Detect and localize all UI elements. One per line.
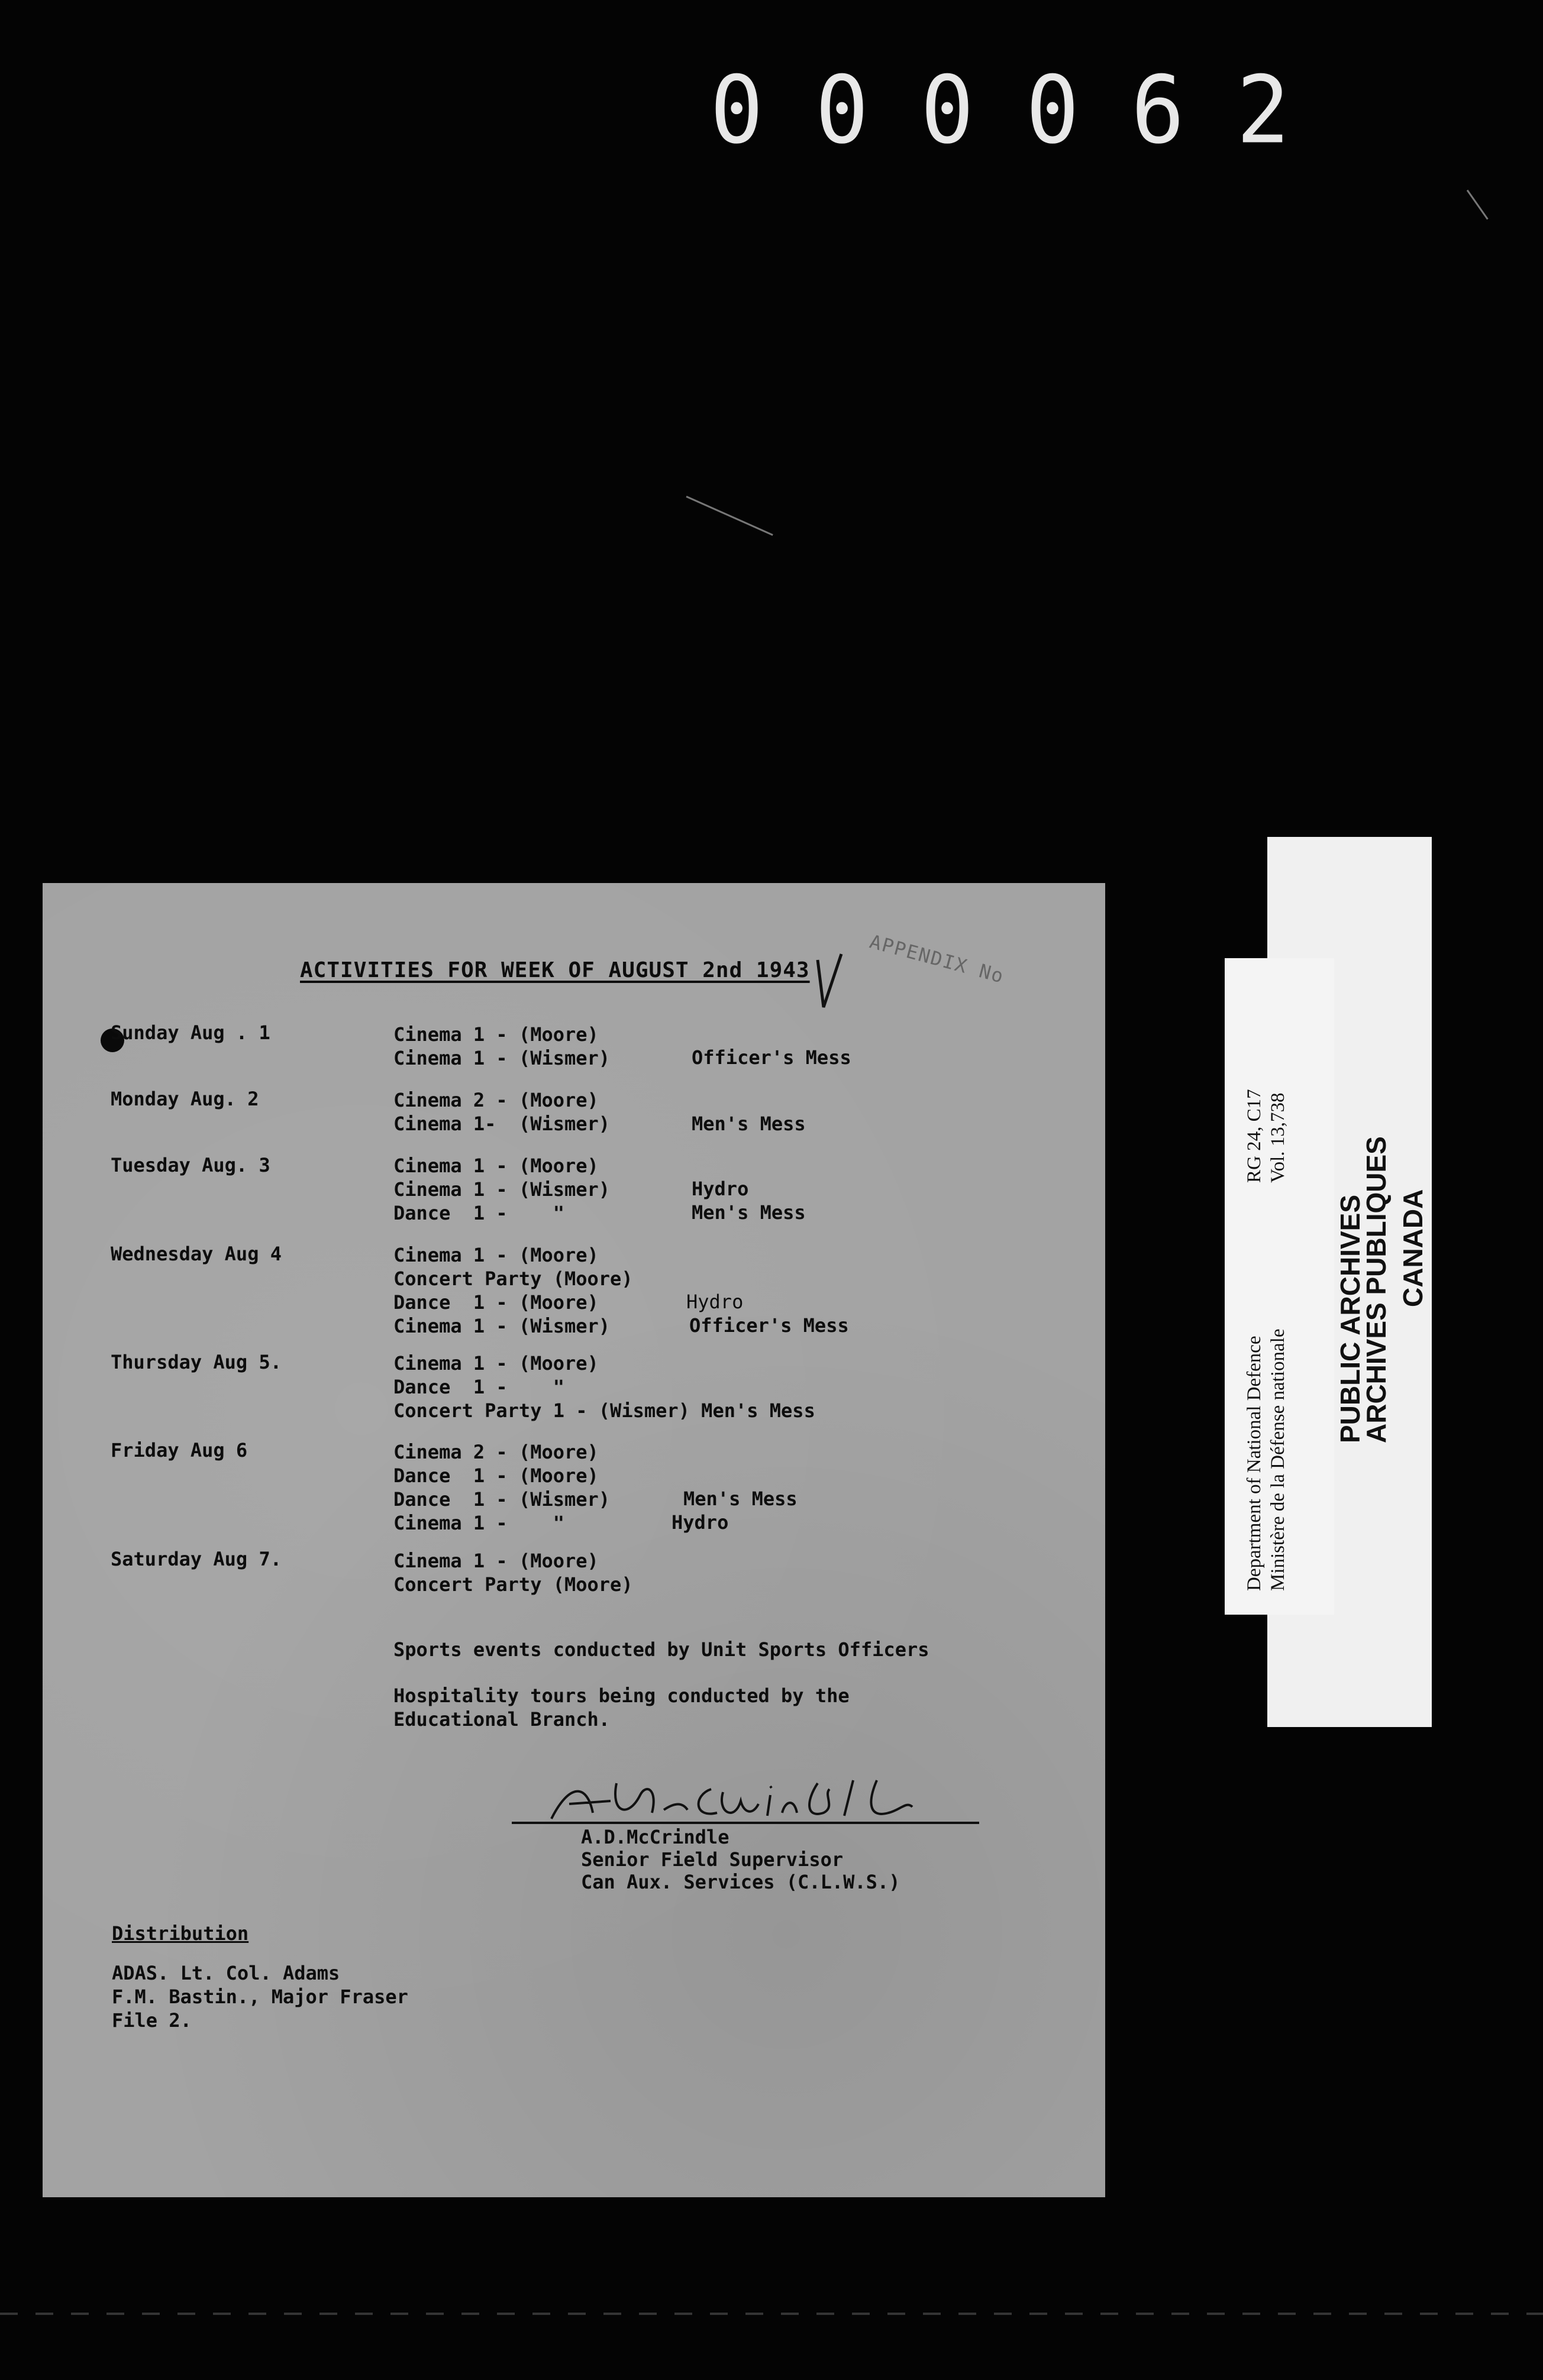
archive-reference: RG 24, C17 Vol. 13,738 (1244, 1089, 1289, 1183)
frame-digit: 0 (1025, 56, 1080, 165)
activity-location: Officer's Mess (689, 1314, 849, 1337)
frame-number (710, 57, 1290, 165)
activity-line: Cinema 1 - (Wismer) (393, 1047, 611, 1069)
archive-name: PUBLIC ARCHIVES ARCHIVES PUBLIQUES (1335, 1136, 1392, 1443)
day-label: Monday Aug. 2 (111, 1088, 259, 1110)
checkmark-mark (812, 948, 847, 1013)
activity-location: Officer's Mess (692, 1046, 851, 1069)
hospitality-note: Hospitality tours being conducted by the Educational Branch. (393, 1684, 850, 1731)
film-edge-noise (0, 2313, 1543, 2315)
distribution-list: ADAS. Lt. Col. Adams F.M. Bastin., Major Fraser File 2. (112, 1962, 408, 2032)
activity-line: Concert Party 1 - (Wismer) Men's Mess (393, 1399, 815, 1422)
handwritten-signature (545, 1777, 924, 1825)
day-label: Sunday Aug . 1 (111, 1021, 270, 1044)
activity-location: Men's Mess (692, 1113, 806, 1135)
activity-location: Men's Mess (683, 1487, 798, 1510)
frame-digit: 2 (1236, 56, 1290, 165)
activity-line: Cinema 1 - (Moore) (393, 1352, 599, 1375)
activity-line: Dance 1 - (Wismer) (393, 1488, 611, 1511)
activity-line: Cinema 1 - (Wismer) (393, 1315, 611, 1337)
frame-digit: 0 (920, 56, 974, 165)
activity-line: Cinema 1 - (Moore) (393, 1244, 599, 1266)
activity-line: Cinema 1 - (Moore) (393, 1550, 599, 1572)
signature-block: A.D.McCrindle Senior Field Supervisor Can Aux. Services (C.L.W.S.) (581, 1826, 900, 1893)
signature-line (512, 1822, 979, 1824)
activity-line: Cinema 1 - (Moore) (393, 1155, 599, 1177)
activity-line: Dance 1 - " (393, 1202, 564, 1224)
distribution-title: Distribution (112, 1922, 249, 1945)
activity-line: Cinema 1 - (Wismer) (393, 1178, 611, 1201)
day-label: Wednesday Aug 4 (111, 1243, 282, 1265)
activity-location: Men's Mess (692, 1201, 806, 1224)
activity-line: Cinema 2 - (Moore) (393, 1441, 599, 1463)
archive-department: Department of National Defence Ministère de la Défense nationale (1244, 1328, 1289, 1591)
activity-location: Hydro (672, 1511, 729, 1534)
activity-line: Dance 1 - (Moore) (393, 1464, 599, 1487)
activity-line: Concert Party (Moore) (393, 1573, 633, 1596)
film-scratch (686, 496, 773, 536)
document-page (43, 883, 1105, 2197)
activity-location: Hydro (692, 1178, 749, 1200)
film-scratch (1467, 190, 1489, 220)
activity-line: Cinema 2 - (Moore) (393, 1089, 599, 1111)
activity-line: Cinema 1- (Wismer) (393, 1113, 611, 1135)
activity-line: Concert Party (Moore) (393, 1267, 633, 1290)
activity-line: Dance 1 - (Moore) (393, 1291, 599, 1314)
sports-note: Sports events conducted by Unit Sports Officers (393, 1638, 929, 1661)
day-label: Thursday Aug 5. (111, 1351, 282, 1373)
frame-digit: 0 (710, 56, 764, 165)
activity-line: Dance 1 - " (393, 1376, 564, 1398)
frame-digit: 6 (1131, 56, 1185, 165)
activity-line: Cinema 1 - " (393, 1512, 564, 1534)
archive-country: CANADA (1397, 1189, 1428, 1307)
appendix-stamp: APPENDIX No (867, 930, 1007, 988)
document-title: ACTIVITIES FOR WEEK OF AUGUST 2nd 1943 (300, 958, 810, 982)
day-label: Tuesday Aug. 3 (111, 1154, 270, 1176)
frame-digit: 0 (815, 56, 869, 165)
day-label: Saturday Aug 7. (111, 1548, 282, 1570)
activity-location: Hydro (686, 1291, 744, 1313)
day-label: Friday Aug 6 (111, 1439, 248, 1461)
activity-line: Cinema 1 - (Moore) (393, 1023, 599, 1046)
